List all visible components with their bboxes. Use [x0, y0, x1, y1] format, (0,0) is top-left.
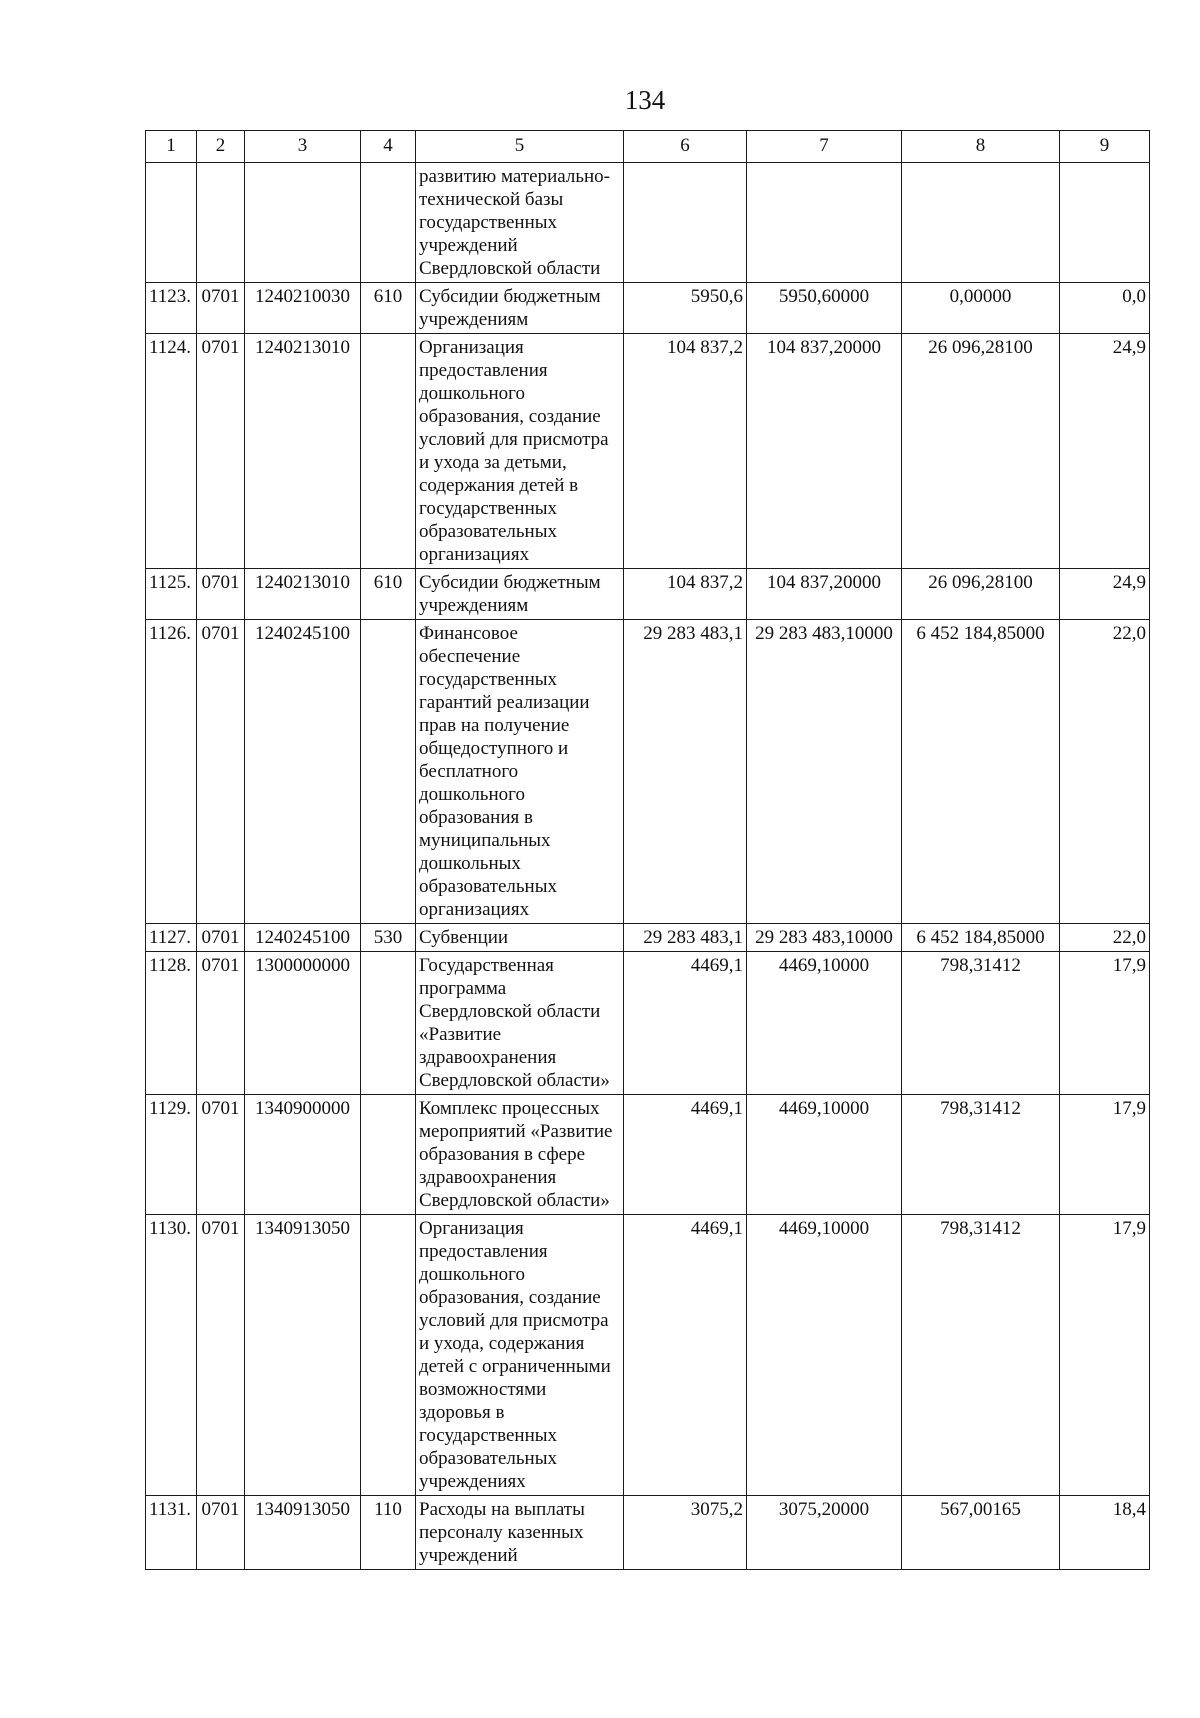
- percent-cell: 17,9: [1060, 1215, 1150, 1496]
- column-header: 2: [197, 131, 245, 163]
- section-code-cell: [197, 163, 245, 283]
- column-7-value-cell: 4469,10000: [747, 952, 902, 1095]
- column-8-value-cell: 6 452 184,85000: [902, 924, 1060, 952]
- section-code-cell: 0701: [197, 952, 245, 1095]
- column-6-value-cell: 104 837,2: [624, 569, 747, 620]
- percent-cell: [1060, 163, 1150, 283]
- budget-table: [145, 130, 1150, 1570]
- column-8-value-cell: 26 096,28100: [902, 569, 1060, 620]
- row-number-cell: 1125.: [146, 569, 197, 620]
- expense-type-cell: 610: [361, 283, 416, 334]
- table-row: [146, 1215, 1150, 1496]
- column-6-value-cell: 4469,1: [624, 1215, 747, 1496]
- percent-cell: 24,9: [1060, 569, 1150, 620]
- target-article-cell: 1340900000: [245, 1095, 361, 1215]
- percent-cell: 0,0: [1060, 283, 1150, 334]
- row-number-cell: 1124.: [146, 334, 197, 569]
- target-article-cell: 1340913050: [245, 1215, 361, 1496]
- section-code-cell: 0701: [197, 334, 245, 569]
- section-code-cell: 0701: [197, 1095, 245, 1215]
- item-name-cell: Расходы на выплаты персоналу казенных учреждений: [416, 1496, 624, 1570]
- target-article-cell: 1240245100: [245, 924, 361, 952]
- table-row: [146, 924, 1150, 952]
- target-article-cell: 1340913050: [245, 1496, 361, 1570]
- expense-type-cell: 110: [361, 1496, 416, 1570]
- column-8-value-cell: 798,31412: [902, 1095, 1060, 1215]
- expense-type-cell: 530: [361, 924, 416, 952]
- column-header: 8: [902, 131, 1060, 163]
- expense-type-cell: [361, 1095, 416, 1215]
- column-7-value-cell: 3075,20000: [747, 1496, 902, 1570]
- header-row: [146, 131, 1150, 163]
- table-row: [146, 620, 1150, 924]
- item-name-cell: Субсидии бюджетным учреждениям: [416, 283, 624, 334]
- column-8-value-cell: 798,31412: [902, 952, 1060, 1095]
- row-number-cell: 1126.: [146, 620, 197, 924]
- section-code-cell: 0701: [197, 924, 245, 952]
- column-6-value-cell: 29 283 483,1: [624, 620, 747, 924]
- item-name-cell: Финансовое обеспечение государственных гарантий реализации прав на получение общедоступного и бесплатного дошкольного образования в муниципальных дошкольных образовательных организациях: [416, 620, 624, 924]
- target-article-cell: [245, 163, 361, 283]
- percent-cell: 18,4: [1060, 1496, 1150, 1570]
- row-number-cell: [146, 163, 197, 283]
- table-row: [146, 1095, 1150, 1215]
- table-row: [146, 569, 1150, 620]
- row-number-cell: 1127.: [146, 924, 197, 952]
- item-name-cell: Государственная программа Свердловской области «Развитие здравоохранения Свердловской области»: [416, 952, 624, 1095]
- item-name-cell: Субвенции: [416, 924, 624, 952]
- column-6-value-cell: 4469,1: [624, 1095, 747, 1215]
- column-6-value-cell: 4469,1: [624, 952, 747, 1095]
- item-name-cell: Организация предоставления дошкольного образования, создание условий для присмотра и ухода, содержания детей с ограниченными возможностями здоровья в государственных образовательных учреждениях: [416, 1215, 624, 1496]
- table-row: [146, 334, 1150, 569]
- row-number-cell: 1129.: [146, 1095, 197, 1215]
- item-name-cell: развитию материально-технической базы государственных учреждений Свердловской области: [416, 163, 624, 283]
- table-row: [146, 163, 1150, 283]
- column-7-value-cell: 4469,10000: [747, 1095, 902, 1215]
- column-header: 5: [416, 131, 624, 163]
- target-article-cell: 1240210030: [245, 283, 361, 334]
- column-8-value-cell: [902, 163, 1060, 283]
- column-7-value-cell: 104 837,20000: [747, 334, 902, 569]
- target-article-cell: 1240213010: [245, 334, 361, 569]
- column-7-value-cell: 29 283 483,10000: [747, 620, 902, 924]
- column-8-value-cell: 798,31412: [902, 1215, 1060, 1496]
- percent-cell: 17,9: [1060, 1095, 1150, 1215]
- column-6-value-cell: 104 837,2: [624, 334, 747, 569]
- section-code-cell: 0701: [197, 1496, 245, 1570]
- column-6-value-cell: 3075,2: [624, 1496, 747, 1570]
- target-article-cell: 1240213010: [245, 569, 361, 620]
- column-header: 9: [1060, 131, 1150, 163]
- column-7-value-cell: 29 283 483,10000: [747, 924, 902, 952]
- column-7-value-cell: 5950,60000: [747, 283, 902, 334]
- table-row: [146, 1496, 1150, 1570]
- table-row: [146, 283, 1150, 334]
- target-article-cell: 1300000000: [245, 952, 361, 1095]
- row-number-cell: 1130.: [146, 1215, 197, 1496]
- section-code-cell: 0701: [197, 1215, 245, 1496]
- percent-cell: 22,0: [1060, 924, 1150, 952]
- expense-type-cell: [361, 334, 416, 569]
- column-7-value-cell: 4469,10000: [747, 1215, 902, 1496]
- column-header: 3: [245, 131, 361, 163]
- column-header: 4: [361, 131, 416, 163]
- column-header: 7: [747, 131, 902, 163]
- column-7-value-cell: [747, 163, 902, 283]
- expense-type-cell: [361, 620, 416, 924]
- expense-type-cell: [361, 1215, 416, 1496]
- column-6-value-cell: [624, 163, 747, 283]
- column-6-value-cell: 5950,6: [624, 283, 747, 334]
- column-8-value-cell: 567,00165: [902, 1496, 1060, 1570]
- item-name-cell: Субсидии бюджетным учреждениям: [416, 569, 624, 620]
- row-number-cell: 1123.: [146, 283, 197, 334]
- table-body: [146, 163, 1150, 1570]
- percent-cell: 22,0: [1060, 620, 1150, 924]
- percent-cell: 17,9: [1060, 952, 1150, 1095]
- item-name-cell: Организация предоставления дошкольного образования, создание условий для присмотра и ухода за детьми, содержания детей в государственных образовательных организациях: [416, 334, 624, 569]
- item-name-cell: Комплекс процессных мероприятий «Развитие образования в сфере здравоохранения Свердловской области»: [416, 1095, 624, 1215]
- section-code-cell: 0701: [197, 620, 245, 924]
- section-code-cell: 0701: [197, 569, 245, 620]
- section-code-cell: 0701: [197, 283, 245, 334]
- page-number: 134: [624, 85, 666, 115]
- column-header: 6: [624, 131, 747, 163]
- column-6-value-cell: 29 283 483,1: [624, 924, 747, 952]
- row-number-cell: 1128.: [146, 952, 197, 1095]
- column-8-value-cell: 26 096,28100: [902, 334, 1060, 569]
- expense-type-cell: [361, 952, 416, 1095]
- percent-cell: 24,9: [1060, 334, 1150, 569]
- column-8-value-cell: 6 452 184,85000: [902, 620, 1060, 924]
- target-article-cell: 1240245100: [245, 620, 361, 924]
- column-header: 1: [146, 131, 197, 163]
- table-row: [146, 952, 1150, 1095]
- column-7-value-cell: 104 837,20000: [747, 569, 902, 620]
- expense-type-cell: 610: [361, 569, 416, 620]
- expense-type-cell: [361, 163, 416, 283]
- row-number-cell: 1131.: [146, 1496, 197, 1570]
- column-8-value-cell: 0,00000: [902, 283, 1060, 334]
